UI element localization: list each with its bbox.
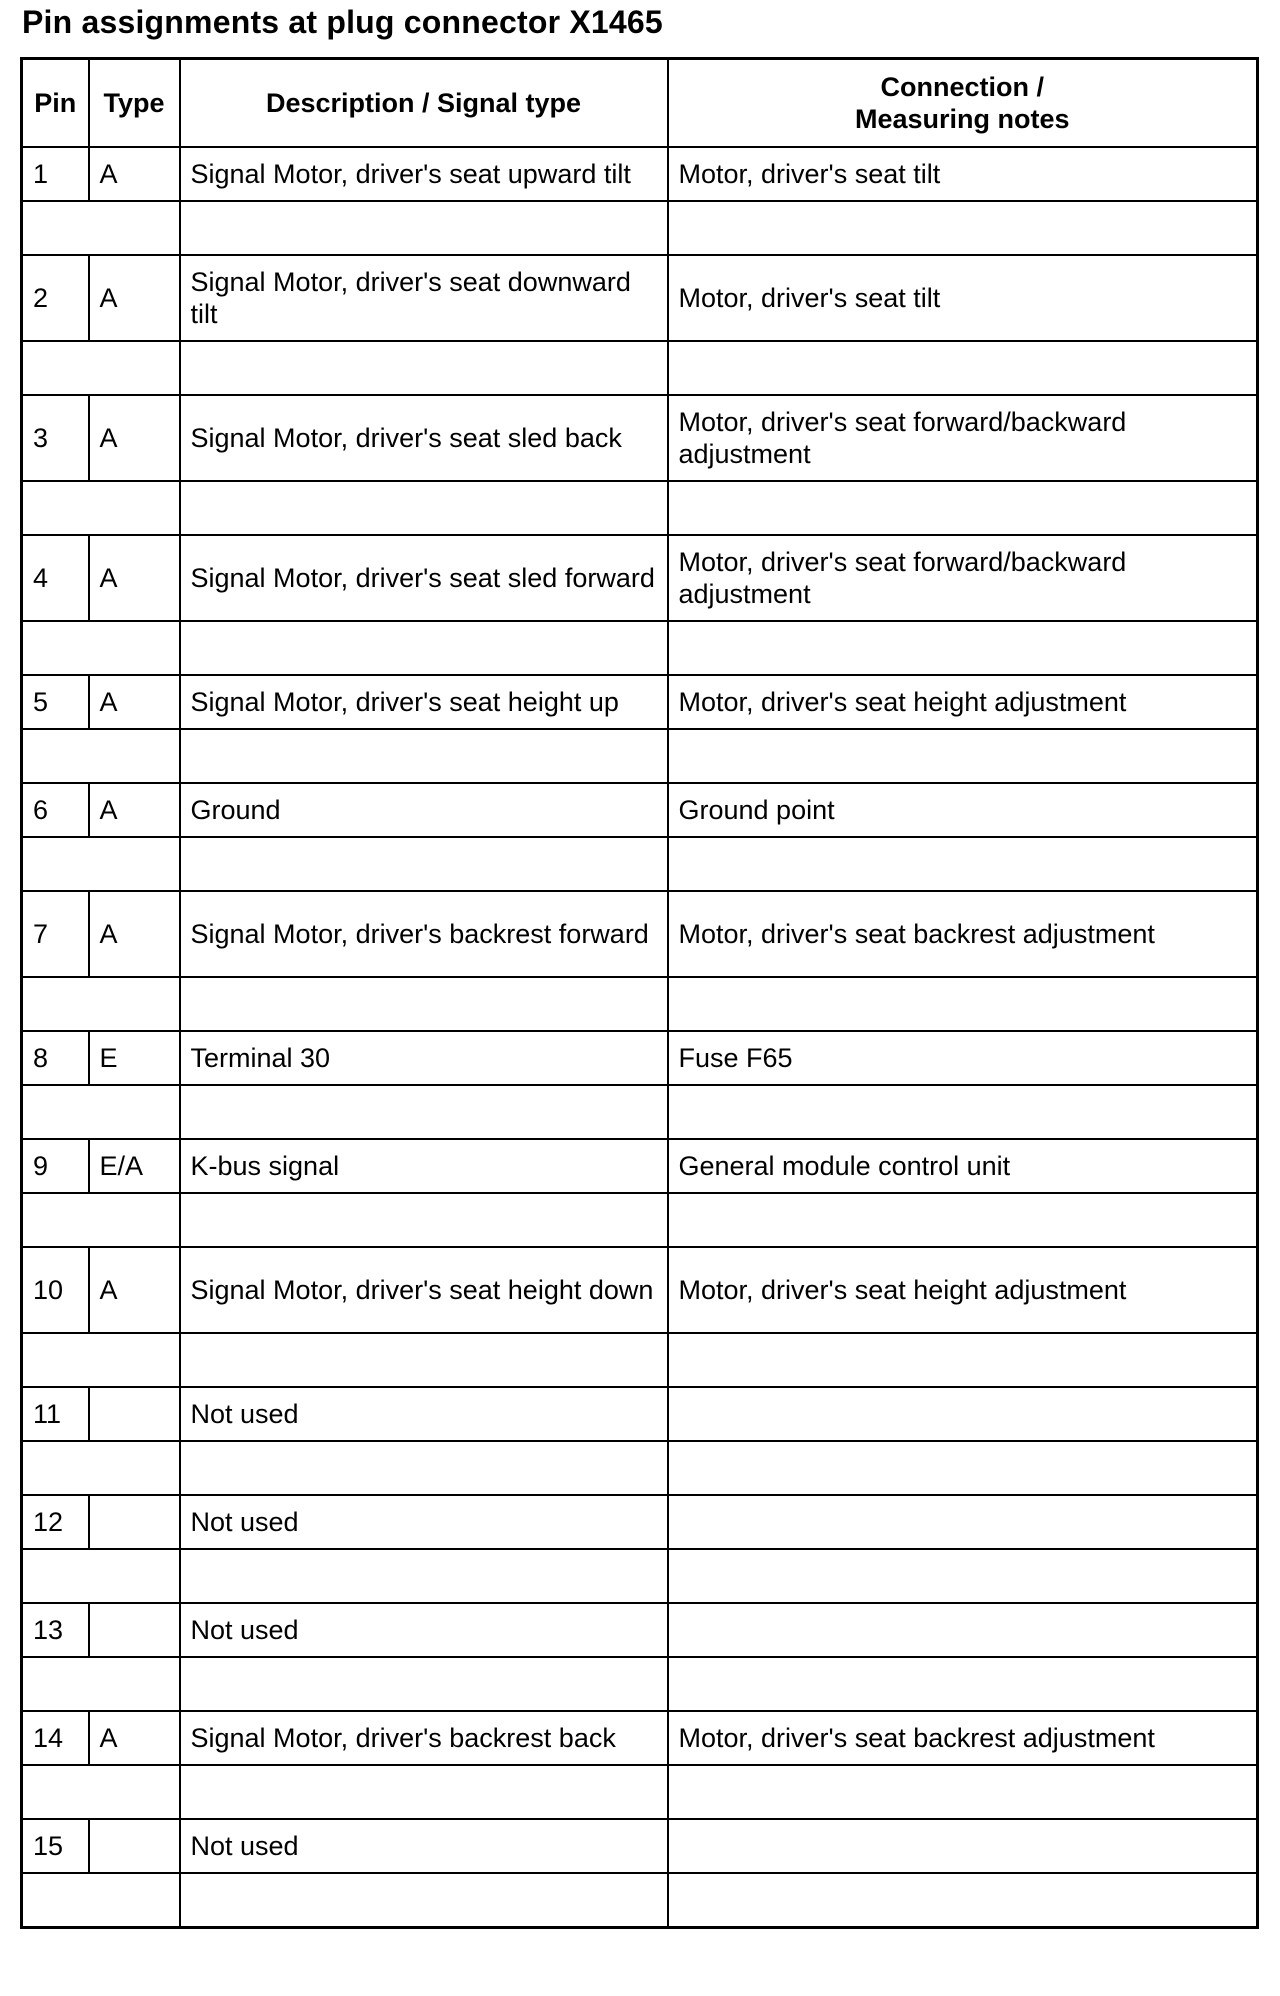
spacer-row	[22, 1765, 1258, 1819]
cell-description: Not used	[180, 1603, 668, 1657]
cell-connection: Motor, driver's seat backrest adjustment	[668, 891, 1258, 977]
cell-pin: 6	[22, 783, 89, 837]
spacer-row	[22, 341, 1258, 395]
cell-pin: 15	[22, 1819, 89, 1873]
spacer-cell	[180, 1193, 668, 1247]
spacer-cell	[668, 1549, 1258, 1603]
spacer-cell	[22, 729, 180, 783]
table-row	[22, 675, 1258, 729]
spacer-cell	[180, 1549, 668, 1603]
table-row	[22, 1031, 1258, 1085]
cell-type	[89, 1603, 180, 1657]
spacer-cell	[180, 341, 668, 395]
header-pin: Pin	[22, 59, 89, 148]
spacer-cell	[22, 1765, 180, 1819]
spacer-cell	[180, 1873, 668, 1928]
spacer-row	[22, 1549, 1258, 1603]
cell-connection: General module control unit	[668, 1139, 1258, 1193]
spacer-cell	[22, 837, 180, 891]
spacer-cell	[668, 1657, 1258, 1711]
cell-pin: 9	[22, 1139, 89, 1193]
cell-type: E/A	[89, 1139, 180, 1193]
pin-assignment-table	[20, 57, 1259, 1929]
cell-type	[89, 1387, 180, 1441]
spacer-cell	[668, 201, 1258, 255]
cell-description: Terminal 30	[180, 1031, 668, 1085]
spacer-cell	[22, 977, 180, 1031]
spacer-cell	[180, 1657, 668, 1711]
table-row	[22, 783, 1258, 837]
table-row	[22, 1819, 1258, 1873]
cell-description: Signal Motor, driver's seat sled back	[180, 395, 668, 481]
cell-type	[89, 1819, 180, 1873]
table-header-row	[22, 59, 1258, 148]
table-row	[22, 395, 1258, 481]
cell-pin: 3	[22, 395, 89, 481]
cell-connection: Motor, driver's seat forward/backward adjustment	[668, 395, 1258, 481]
spacer-cell	[180, 977, 668, 1031]
cell-pin: 13	[22, 1603, 89, 1657]
header-description: Description / Signal type	[180, 59, 668, 148]
spacer-cell	[668, 1333, 1258, 1387]
table-row	[22, 1603, 1258, 1657]
spacer-cell	[180, 481, 668, 535]
spacer-row	[22, 729, 1258, 783]
cell-connection: Ground point	[668, 783, 1258, 837]
cell-type: A	[89, 255, 180, 341]
cell-connection: Motor, driver's seat height adjustment	[668, 1247, 1258, 1333]
table-row	[22, 535, 1258, 621]
cell-pin: 4	[22, 535, 89, 621]
spacer-cell	[22, 1193, 180, 1247]
cell-type: A	[89, 1711, 180, 1765]
cell-description: Ground	[180, 783, 668, 837]
table-row	[22, 891, 1258, 977]
table-row	[22, 1387, 1258, 1441]
table-row	[22, 1247, 1258, 1333]
spacer-cell	[22, 201, 180, 255]
spacer-row	[22, 1085, 1258, 1139]
cell-description: Signal Motor, driver's backrest forward	[180, 891, 668, 977]
spacer-cell	[668, 341, 1258, 395]
cell-pin: 5	[22, 675, 89, 729]
cell-description: Signal Motor, driver's seat height up	[180, 675, 668, 729]
header-connection-line2: Measuring notes	[854, 104, 1070, 134]
cell-connection	[668, 1387, 1258, 1441]
spacer-cell	[22, 481, 180, 535]
spacer-row	[22, 201, 1258, 255]
spacer-cell	[180, 1765, 668, 1819]
table-row	[22, 147, 1258, 201]
table-body	[22, 147, 1258, 1928]
cell-pin: 2	[22, 255, 89, 341]
spacer-row	[22, 621, 1258, 675]
spacer-row	[22, 837, 1258, 891]
table-row	[22, 1711, 1258, 1765]
table-row	[22, 1139, 1258, 1193]
cell-pin: 14	[22, 1711, 89, 1765]
spacer-cell	[668, 1193, 1258, 1247]
cell-type: A	[89, 395, 180, 481]
spacer-row	[22, 1441, 1258, 1495]
cell-connection	[668, 1603, 1258, 1657]
spacer-cell	[668, 837, 1258, 891]
spacer-cell	[668, 1765, 1258, 1819]
spacer-cell	[668, 1085, 1258, 1139]
spacer-cell	[22, 1657, 180, 1711]
spacer-row	[22, 1333, 1258, 1387]
cell-pin: 8	[22, 1031, 89, 1085]
cell-description: K-bus signal	[180, 1139, 668, 1193]
cell-type: A	[89, 891, 180, 977]
spacer-cell	[22, 621, 180, 675]
cell-connection: Motor, driver's seat tilt	[668, 147, 1258, 201]
spacer-cell	[22, 1873, 180, 1928]
spacer-cell	[668, 621, 1258, 675]
spacer-cell	[668, 977, 1258, 1031]
cell-type: A	[89, 535, 180, 621]
cell-type: A	[89, 1247, 180, 1333]
cell-type	[89, 1495, 180, 1549]
cell-description: Signal Motor, driver's seat height down	[180, 1247, 668, 1333]
spacer-cell	[22, 1085, 180, 1139]
spacer-cell	[180, 621, 668, 675]
spacer-cell	[180, 729, 668, 783]
cell-connection: Motor, driver's seat backrest adjustment	[668, 1711, 1258, 1765]
cell-connection: Motor, driver's seat height adjustment	[668, 675, 1258, 729]
cell-connection	[668, 1495, 1258, 1549]
spacer-row	[22, 977, 1258, 1031]
spacer-cell	[22, 341, 180, 395]
spacer-cell	[180, 1085, 668, 1139]
table-row	[22, 1495, 1258, 1549]
header-type: Type	[89, 59, 180, 148]
cell-description: Signal Motor, driver's seat sled forward	[180, 535, 668, 621]
spacer-cell	[180, 1333, 668, 1387]
spacer-cell	[22, 1441, 180, 1495]
cell-connection: Motor, driver's seat forward/backward adjustment	[668, 535, 1258, 621]
cell-description: Signal Motor, driver's seat upward tilt	[180, 147, 668, 201]
cell-description: Signal Motor, driver's seat downward tilt	[180, 255, 668, 341]
cell-type: A	[89, 147, 180, 201]
cell-description: Not used	[180, 1495, 668, 1549]
cell-connection	[668, 1819, 1258, 1873]
cell-pin: 12	[22, 1495, 89, 1549]
spacer-row	[22, 1873, 1258, 1928]
cell-pin: 7	[22, 891, 89, 977]
table-row	[22, 255, 1258, 341]
spacer-row	[22, 1193, 1258, 1247]
cell-pin: 10	[22, 1247, 89, 1333]
spacer-row	[22, 481, 1258, 535]
cell-description: Not used	[180, 1387, 668, 1441]
spacer-cell	[180, 201, 668, 255]
cell-type: A	[89, 783, 180, 837]
spacer-row	[22, 1657, 1258, 1711]
spacer-cell	[180, 837, 668, 891]
cell-pin: 1	[22, 147, 89, 201]
spacer-cell	[22, 1549, 180, 1603]
cell-description: Not used	[180, 1819, 668, 1873]
cell-type: E	[89, 1031, 180, 1085]
spacer-cell	[22, 1333, 180, 1387]
cell-pin: 11	[22, 1387, 89, 1441]
spacer-cell	[668, 1441, 1258, 1495]
spacer-cell	[668, 729, 1258, 783]
header-connection-line1: Connection /	[880, 72, 1044, 102]
cell-description: Signal Motor, driver's backrest back	[180, 1711, 668, 1765]
header-connection	[668, 59, 1258, 148]
spacer-cell	[668, 1873, 1258, 1928]
page-title: Pin assignments at plug connector X1465	[22, 4, 663, 40]
spacer-cell	[668, 481, 1258, 535]
spacer-cell	[180, 1441, 668, 1495]
cell-type: A	[89, 675, 180, 729]
cell-connection: Fuse F65	[668, 1031, 1258, 1085]
cell-connection: Motor, driver's seat tilt	[668, 255, 1258, 341]
